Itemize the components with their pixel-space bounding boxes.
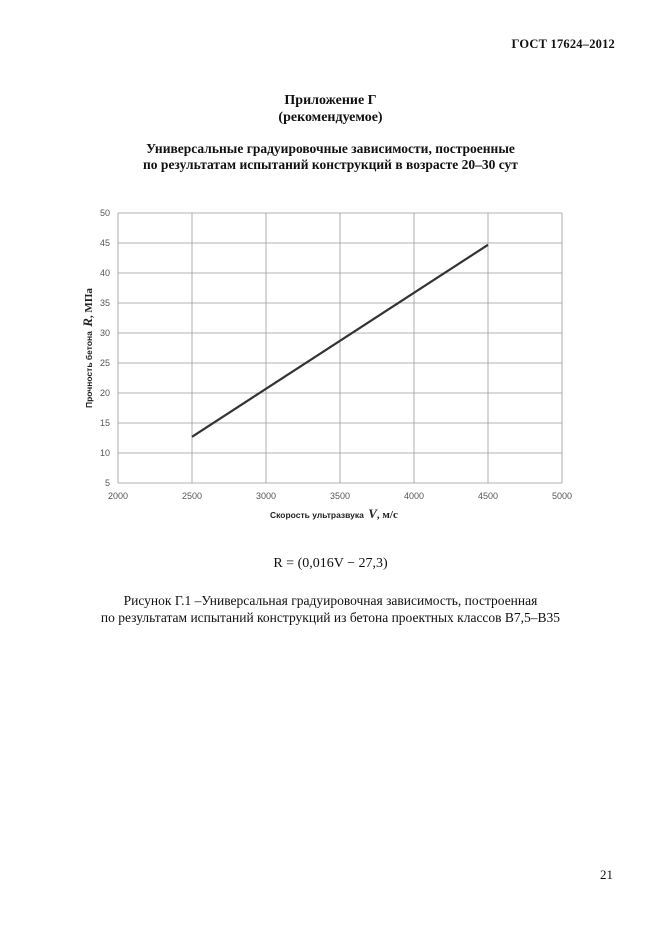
y-tick-label: 15 [99,418,110,428]
y-tick-label: 50 [99,208,110,218]
appendix-heading [0,92,661,126]
calibration-chart [70,200,590,530]
y-tick-label: 10 [99,448,110,458]
appendix-subtitle: (рекомендуемое) [278,110,383,125]
caption-line-2: по результатам испытаний конструкций из бетона проектных классов В7,5–В35 [100,610,561,625]
x-tick-label: 4000 [403,491,425,501]
x-tick-label: 2000 [107,491,129,501]
y-tick-label: 45 [99,238,110,248]
chart-ticks [100,208,572,501]
caption-line-1: Рисунок Г.1 –Универсальная градуировочная зависимость, построенная [123,593,538,608]
x-tick-label: 2500 [181,491,203,501]
figure-caption [0,592,661,626]
x-tick-label: 5000 [551,491,573,501]
chart-grid [118,213,562,483]
y-tick-label: 20 [99,388,110,398]
y-tick-label: 25 [99,358,110,368]
y-tick-label: 40 [99,268,110,278]
figure-title-line-2: по результатам испытаний конструкций в возрасте 20–30 сут [143,157,518,172]
x-tick-label: 4500 [477,491,499,501]
y-tick-label: 30 [99,328,110,338]
document-header: ГОСТ 17624–2012 [511,37,615,51]
x-tick-label: 3500 [329,491,351,501]
page-number: 21 [600,867,613,882]
y-tick-label: 35 [99,298,110,308]
figure-heading [0,141,661,173]
appendix-title: Приложение Г [284,93,377,108]
regression-formula: R = (0,016V − 27,3) [273,556,388,571]
x-tick-label: 3000 [255,491,277,501]
x-axis-label: Скорость ультразвука V, м/с [270,506,398,521]
y-tick-label: 5 [104,478,110,488]
y-axis-label: Прочность бетона R, МПа [80,288,95,408]
figure-title-line-1: Универсальные градуировочные зависимости, построенные [146,141,515,156]
